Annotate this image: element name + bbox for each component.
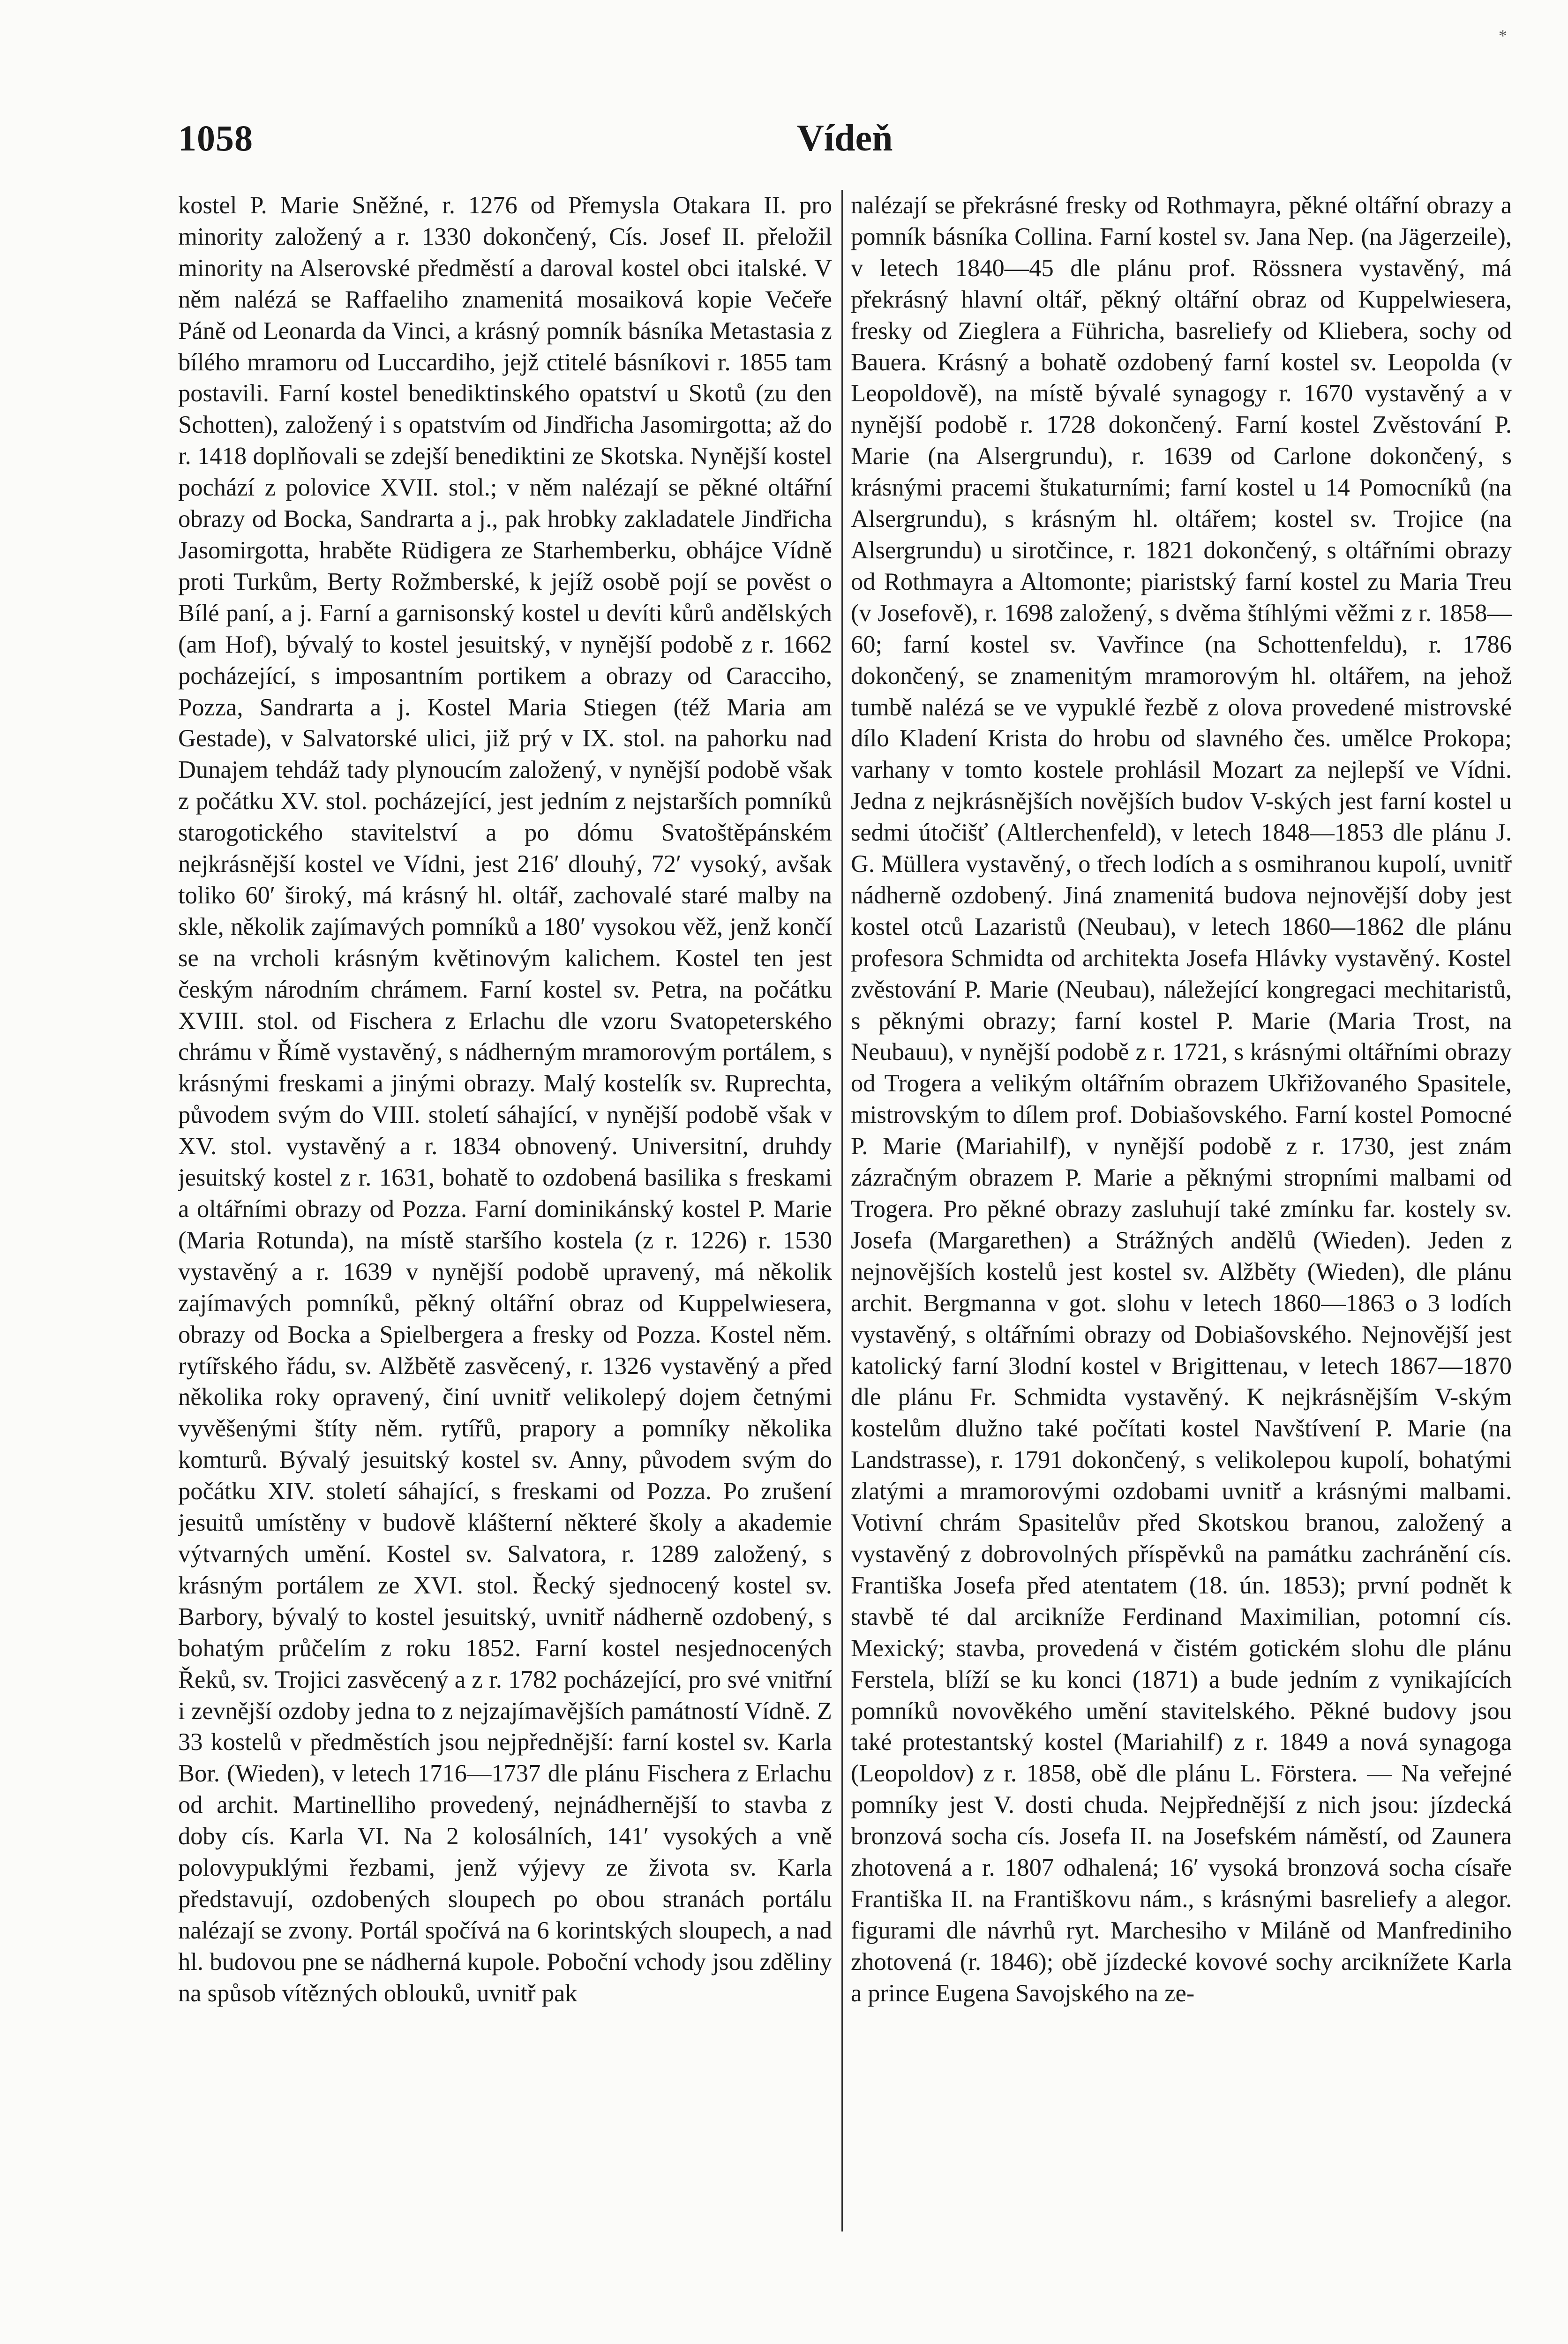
column-text-right: nalézají se překrásné fresky od Rothmayra, pěkné oltářní obrazy a pomník básníka Collina. Farní kostel sv. Jana Nep. (na Jägerzeile), v letech 1840—45 dle plánu prof. Rössnera vystavěný, má překrásný hlavní oltář, pěkný oltářní obraz od Kuppelwiesera, fresky od Zieglera a Führicha, basreliefy od Kliebera, sochy od Bauera. Krásný a bohatě ozdobený farní kostel sv. Leopolda (v Leopoldově), na místě bývalé synagogy r. 1670 vystavěný a v nynější podobě r. 1728 dokončený. Farní kostel Zvěstování P. Marie (na Alsergrundu), r. 1639 od Carlone dokončený, s krásnými pracemi štukaturními; farní kostel u 14 Pomocníků (na Alsergrundu), s krásným hl. oltářem; kostel sv. Trojice (na Alsergrundu) u sirotčince, r. 1821 dokončený, s oltářními obrazy od Rothmayra a Altomonte; piaristský farní kostel zu Maria Treu (v Josefově), r. 1698 založený, s dvěma štíhlými věžmi z r. 1858—60; farní kostel sv. Vavřince (na Schottenfeldu), r. 1786 dokončený, se znamenitým mramorovým hl. oltářem, na jehož tumbě nalézá se ve vypuklé řezbě z olova provedené mistrovské dílo Kladení Krista do hrobu od slavného čes. umělce Prokopa; varhany v tomto kostele prohlásil Mozart za nejlepší ve Vídni. Jedna z nejkrásnějších novějších budov V-ských jest farní kostel u sedmi útočišť (Altlerchenfeld), v letech 1848—1853 dle plánu J. G. Müllera vystavěný, o třech lodích a s osmihranou kupolí, uvnitř nádherně ozdobený. Jiná znamenitá budova nejnovější doby jest kostel otců Lazaristů (Neubau), v letech 1860—1862 dle plánu profesora Schmidta od architekta Josefa Hlávky vystavěný. Kostel zvěstování P. Marie (Neubau), náležející kongregaci mechitaristů, s pěknými obrazy; farní kostel P. Marie (Maria Trost, na Neubauu), v nynější podobě z r. 1721, s krásnými oltářními obrazy od Trogera a velikým oltářním obrazem Ukřižovaného Spasitele, mistrovským to dílem prof. Dobiašovského. Farní kostel Pomocné P. Marie (Mariahilf), v nynější podobě z r. 1730, jest znám zázračným obrazem P. Marie a pěknými stropními malbami od Trogera. Pro pěkné obrazy zasluhují také zmínku far. kostely sv. Josefa (Margarethen) a Strážných andělů (Wieden). Jeden z nejnovějších kostelů jest kostel sv. Alžběty (Wieden), dle plánu archit. Bergmanna v got. slohu v letech 1860—1863 o 3 lodích vystavěný, s oltářními obrazy od Dobiašovského. Nejnovější jest katolický farní 3lodní kostel v Brigittenau, v letech 1867—1870 dle plánu Fr. Schmidta vystavěný. K nejkrásnějším V-ským kostelům dlužno také počítati kostel Navštívení P. Marie (na Landstrasse), r. 1791 dokončený, s velikolepou kupolí, bohatými zlatými a mramorovými ozdobami uvnitř a krásnými malbami. Votivní chrám Spasitelův před Skotskou branou, založený a vystavěný z dobrovolných příspěvků na památku zachránění cís. Františka Josefa před atentatem (18. ún. 1853); první podnět k stavbě té dal arcikníže Ferdinand Maximilian, potomní cís. Mexický; stavba, provedená v čistém gotickém slohu dle plánu Ferstela, blíží se ku konci (1871) a bude jedním z vynikajících pomníků novověkého umění stavitelského. Pěkné budovy jsou také protestantský kostel (Mariahilf) z r. 1849 a nová synagoga (Leopoldov) z r. 1858, obě dle plánu L. Förstera. — Na veřejné pomníky jest V. dosti chuda. Nejpřednější z nich jsou: jízdecká bronzová socha cís. Josefa II. na Josefském náměstí, od Zaunera zhotovená a r. 1807 odhalená; 16′ vysoká bronzová socha císaře Františka II. na Františkovu nám., s krásnými basreliefy a alegor. figurami dle návrhů ryt. Marchesiho v Miláně od Manfrediniho zhotovená (r. 1846); obě jízdecké kovové sochy arciknížete Karla a prince Eugena Savojského na ze- (851, 192, 1512, 2007)
text-column-left (178, 190, 832, 2234)
corner-mark: * (1499, 26, 1507, 45)
running-head: Vídeň (797, 118, 893, 159)
text-column-right (851, 190, 1512, 2234)
column-text-left: kostel P. Marie Sněžné, r. 1276 od Přemysla Otakara II. pro minority založený a r. 1330 dokončený, Cís. Josef II. přeložil minority na Alserovské předměstí a daroval kostel obci italské. V něm nalézá se Raffaeliho znamenitá mosaiková kopie Večeře Páně od Leonarda da Vinci, a krásný pomník básníka Metastasia z bílého mramoru od Luccardiho, jejž ctitelé básníkovi r. 1855 tam postavili. Farní kostel benediktinského opatství u Skotů (zu den Schotten), založený i s opatstvím od Jindřicha Jasomirgotta; až do r. 1418 doplňovali se zdejší benediktini ze Skotska. Nynější kostel pochází z polovice XVII. stol.; v něm nalézají se pěkné oltářní obrazy od Bocka, Sandrarta a j., pak hrobky zakladatele Jindřicha Jasomirgotta, hraběte Rüdigera ze Starhemberku, obhájce Vídně proti Turkům, Berty Rožmberské, k jejíž osobě pojí se pověst o Bílé paní, a j. Farní a garnisonský kostel u devíti kůrů andělských (am Hof), bývalý to kostel jesuitský, v nynější podobě z r. 1662 pocházející, s imposantním portikem a obrazy od Caracciho, Pozza, Sandrarta a j. Kostel Maria Stiegen (též Maria am Gestade), v Salvatorské ulici, již prý v IX. stol. na pahorku nad Dunajem tehdáž tady plynoucím založený, v nynější podobě však z počátku XV. stol. pocházející, jest jedním z nejstarších pomníků starogotického stavitelství a po dómu Svatoštěpánském nejkrásnější kostel ve Vídni, jest 216′ dlouhý, 72′ vysoký, avšak toliko 60′ široký, má krásný hl. oltář, zachovalé staré malby na skle, několik zajímavých pomníků a 180′ vysokou věž, jenž končí se na vrcholi krásným květinovým kalichem. Kostel ten jest českým národním chrámem. Farní kostel sv. Petra, na počátku XVIII. stol. od Fischera z Erlachu dle vzoru Svatopeterského chrámu v Římě vystavěný, s nádherným mramorovým portálem, s krásnými freskami a jinými obrazy. Malý kostelík sv. Ruprechta, původem svým do VIII. století sáhající, v nynější podobě však v XV. stol. vystavěný a r. 1834 obnovený. Universitní, druhdy jesuitský kostel z r. 1631, bohatě to ozdobená basilika s freskami a oltářními obrazy od Pozza. Farní dominikánský kostel P. Marie (Maria Rotunda), na místě staršího kostela (z r. 1226) r. 1530 vystavěný a r. 1639 v nynější podobě upravený, má několik zajímavých pomníků, pěkný oltářní obraz od Kuppelwiesera, obrazy od Bocka a Spielbergera a fresky od Pozza. Kostel něm. rytířského řádu, sv. Alžbětě zasvěcený, r. 1326 vystavěný a před několika roky opravený, činí uvnitř velikolepý dojem četnými vyvěšenými štíty něm. rytířů, prapory a pomníky několika komturů. Bývalý jesuitský kostel sv. Anny, původem svým do počátku XIV. století sáhající, s freskami od Pozza. Po zrušení jesuitů umístěny v budově klášterní některé školy a akademie výtvarných umění. Kostel sv. Salvatora, r. 1289 založený, s krásným portálem ze XVI. stol. Řecký sjednocený kostel sv. Barbory, bývalý to kostel jesuitský, uvnitř nádherně ozdobený, s bohatým průčelím z roku 1852. Farní kostel nesjednocených Řeků, sv. Trojici zasvěcený a z r. 1782 pocházející, pro své vnitřní i zevnější ozdoby jedna to z nejzajímavějších památností Vídně. Z 33 kostelů v předměstích jsou nejpřednější: farní kostel sv. Karla Bor. (Wieden), v letech 1716—1737 dle plánu Fischera z Erlachu od archit. Martinelliho provedený, nejnádhernější to stavba z doby cís. Karla VI. Na 2 kolosálních, 141′ vysokých a vně polovypuklými řezbami, jenž výjevy ze života sv. Karla představují, ozdobených sloupech po obou stranách portálu nalézají se zvony. Portál spočívá na 6 korintských sloupech, a nad hl. budovou pne se nádherná kupole. Poboční vchody jsou zděliny na spůsob vítězných oblouků, uvnitř pak (178, 192, 832, 2007)
column-divider (841, 190, 843, 2231)
page-header (178, 117, 1514, 173)
page-number: 1058 (178, 118, 253, 158)
